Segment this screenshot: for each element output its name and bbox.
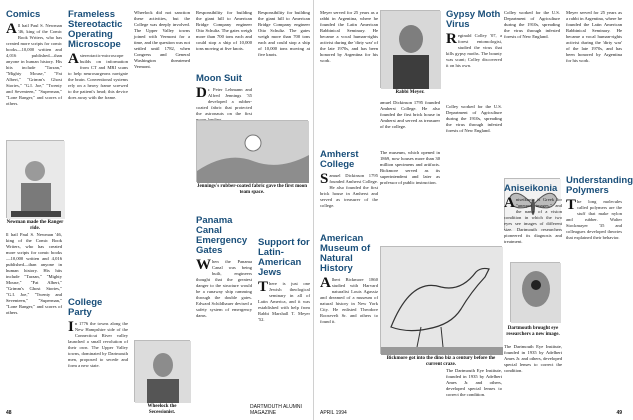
rubber-fabric-photo [196,120,308,182]
wheelock-portrait [134,340,190,402]
col-right-b: The museum, which opened in 1869, now houses more than 30 million specimens and artifacts. Bickmore served as its superintendent and later as professor of public instruction. [380,150,440,185]
col-right-b-top: amuel Dickinson 1795 founded Amherst College. He also founded the first brick house in Amherst and served as treasurer of the college. [380,100,440,129]
section-body: Reginald Colley '07, a forest entomologist, studied the virus that kills gypsy moths. The bounty was scant; Colley discovered it on his own. [446,31,502,68]
section-heading: Moon Suit [196,73,242,84]
section-body: All hail Paul S. Newman '46, king of the Comic Book Writers, who has created more scripts for comic books—10,000 written and 4,016 published—than anyone in human history. His hits include "Tarzan," "Mighty Mouse," "Fat Albert," "Grimm's Ghost Stories," "G.I. Joe," "Twenty and Seventeen," "Superman," "Lone Ranger," and scores of others. [6,21,62,106]
section-heading: Aniseikonia [504,183,558,194]
section-heading: Gypsy Moth Virus [446,9,501,30]
section-heading: Amherst College [320,149,359,170]
bickmore-dinosaur-photo [380,246,502,354]
section-college-party [68,298,128,410]
col-left-a: ll hail Paul S. Newman '46, king of the Comic Book Writers, who has created more scripts for comic books—10,000 written and 4,016 published—than anyone in human history. His hits include "Tarzan," "Mighty Mouse," "Fat Albert," "Grimm's Ghost Stories," "G.I. Joe," "Twenty and Seventeen," "Superman," "Lone Ranger," and scores of others. [6,232,62,315]
col-left-e: Responsibility for building the giant hill to American Bridge Company engineer Otto Schultz. The gates weigh more than 700 tons each and could stop a ship of 10,000 tons moving at five knots. [258,10,310,57]
section-frameless [68,10,128,260]
right-footer [616,410,622,416]
section-moon-suit [196,74,252,118]
caption-wheelock: Wheelock the Secessionist. [147,404,177,415]
caption-rubber-fabric: Jennings's rubber-coated fabric gave the first moon team space. [196,184,308,195]
col-right-c-bottom: The Dartmouth Eye Institute, founded in 1935 by Adelbert Ames Jr. and others, developed special lenses to correct the condition. [446,368,502,397]
col-right-a: Meyer served for 25 years as a rabbi in Argentina, where he founded the Latin American Rabbinical Seminary. He became a vocal human-rights activist during the 'dirty war' of the late 1970s, and has been honored by Argentina for his work. [320,10,378,63]
section-heading: Understanding Polymers [566,175,633,196]
col-left-d-top: Responsibility for building the giant hill to American Bridge Company engineer Otto Schultz. The gates weigh more than 700 tons each and could stop a ship of 10,000 tons moving at five knots. [196,10,252,51]
section-aniseikonia [504,184,562,264]
section-heading: College Party [68,297,103,318]
eye-photo [510,262,560,322]
section-body: In 1776 the towns along the New Hampshire side of the Connecticut River valley launched a small revolution of their own. The Upper Valley towns, dominated by Dartmouth men, proposed to secede and form a new state. [68,319,128,368]
section-gypsy-moth [446,10,502,102]
col-right-c: Colley worked for the U.S. Department of Agriculture during the 1910s, spreading the virus through infested forests of New England. [446,104,502,133]
section-heading: Frameless Stereotactic Operating Microscope [68,9,123,50]
section-body: Albert Bickmore 1860 studied with Harvard naturalist Louis Agassiz and dreamed of a museum of natural history in New York City. He enlisted Theodore Roosevelt Sr. and others to found it. [320,275,378,324]
footer-date: APRIL 1994 [320,410,347,416]
section-heading: Panama Canal Emergency Gates [196,215,248,256]
section-body: Aniseikonia is Greek for "unequal images," and the name of a vision condition in which the two eyes see images of different size. Dartmouth researchers pioneered its diagnosis and treatment. [504,195,562,244]
left-footer [6,410,12,416]
section-comics [6,10,62,136]
section-heading: American Museum of Natural History [320,233,371,274]
right-page [314,0,633,420]
section-museum [320,234,378,410]
section-body: Samuel Dickinson 1795 founded Amherst College. He also founded the first brick house in Amherst and served as treasurer of the college. [320,171,378,208]
section-body: Astereotactic-microscope builds on information from CT and MRI scans to help neurosurgeons navigate the brain. Conventional systems rely on a heavy frame screwed to the patient's head; this device does away with the frame. [68,51,128,100]
section-body: Dr. Peter Lehmann and Alfred Jennings '35 developed a rubber-coated fabric that protected the astronauts on the first [196,85,252,116]
section-support [258,238,310,408]
col-right-d-bottom: The Dartmouth Eye Institute, founded in 1935 by Adelbert Ames Jr. and others, developed special lenses to correct the condition. [504,344,562,373]
footer-magazine-name: DARTMOUTH ALUMNI MAGAZINE [250,404,302,416]
newman-photo [6,140,64,218]
section-panama [196,216,252,412]
col-left-c: Wheelock did not sanction these activities, but the College was deeply involved. The Upper Valley towns joined with Vermont for a time, and the question was not settled until 1782, when Congress and General Washington threatened Vermont. [134,10,190,69]
caption-rabbi-meyer: Rabbi Meyer. [395,90,425,95]
section-heading: Comics [6,9,41,20]
col-right-e-top: Meyer served for 25 years as a rabbi in Argentina, where he founded the Latin American Rabbinical Seminary. He became a vocal human-rights activist during the 'dirty war' of the late 1970s, and has been honored by Argentina for his work. [566,10,622,63]
section-body: The long molecules called polymers are the stuff that make nylon and rubber. Walter Stockmayer '35 and colleagues developed theories that explained their behavior. [566,197,622,240]
section-body: When the Panama Canal was being built, engineers thought that the greatest danger to the structure would be a runaway ship ramming through the double gates. Edward Schildhauer devised a safety system of emergency dams. [196,257,252,318]
caption-dartmouth-brought: Dartmouth brought eye researchers a new image. [506,326,560,337]
page-number-left: 48 [6,410,12,416]
section-amherst [320,150,378,230]
caption-newman: Newman made the Ranger ride. [6,220,64,231]
rabbi-meyer-photo [380,10,440,88]
caption-bickmore: Bickmore got into the dino biz a century before the current craze. [386,356,496,367]
col-right-d-top: Colley worked for the U.S. Department of Agriculture during the 1910s, spreading the virus through infested forests of New England. [504,10,560,39]
section-polymers [566,175,633,408]
left-page [0,0,314,420]
section-body: There is just one Jewish theological seminary in all of Latin America, and it was established with help from Rabbi Marshall T. Meyer '52. [258,279,310,322]
section-heading: Support for Latin-American Jews [258,237,310,278]
page-number-right: 49 [616,410,622,416]
